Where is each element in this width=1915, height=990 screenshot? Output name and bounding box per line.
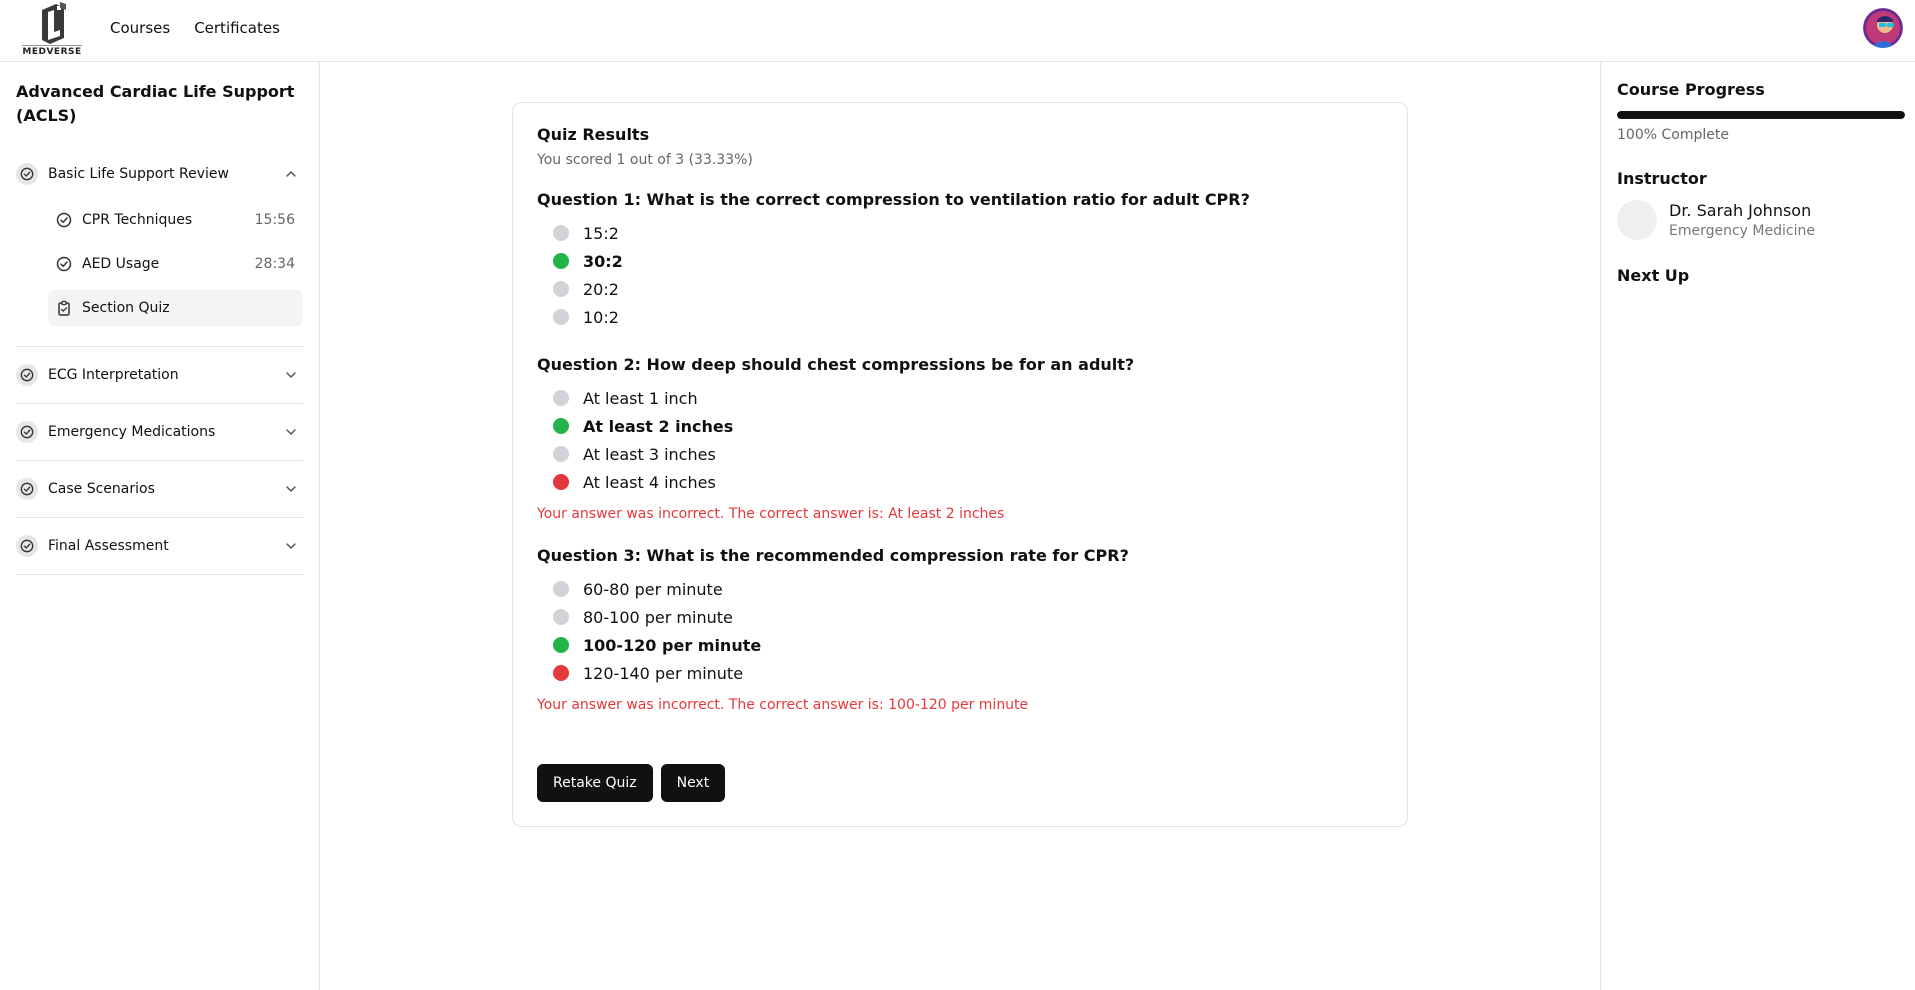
section-basic-life-support: [16, 146, 303, 347]
next-up-heading: Next Up: [1617, 266, 1690, 285]
answer-option-correct[interactable]: [537, 631, 1383, 659]
section-label: Final Assessment: [48, 538, 169, 554]
answer-option[interactable]: [537, 303, 1383, 331]
instructor-name: Dr. Sarah Johnson: [1669, 201, 1812, 220]
course-sidebar: [0, 62, 320, 990]
incorrect-feedback: Your answer was incorrect. The correct answer is: 100-120 per minute: [537, 697, 1029, 713]
neutral-dot-icon: [553, 581, 569, 597]
answer-option[interactable]: [537, 603, 1383, 631]
question-text: Question 2: How deep should chest compressions be for an adult?: [537, 355, 1135, 374]
answer-option[interactable]: [537, 275, 1383, 303]
option-label: 60-80 per minute: [583, 579, 723, 599]
option-label: 15:2: [583, 223, 619, 243]
check-circle-icon: [16, 364, 38, 386]
option-label: 120-140 per minute: [583, 663, 744, 683]
section-label: Emergency Medications: [48, 424, 216, 440]
wrong-dot-icon: [553, 665, 569, 681]
option-label: 100-120 per minute: [583, 635, 762, 655]
logo-icon: [36, 2, 70, 44]
user-avatar[interactable]: [1863, 8, 1903, 48]
progress-bar-fill: [1617, 111, 1905, 119]
neutral-dot-icon: [553, 446, 569, 462]
section-label: ECG Interpretation: [48, 367, 179, 383]
lesson-label: Section Quiz: [82, 300, 170, 316]
section-header[interactable]: [16, 404, 303, 460]
answer-option-wrong[interactable]: [537, 659, 1383, 687]
course-title: Advanced Cardiac Life Support (ACLS): [16, 82, 295, 125]
logo-text: MEDVERSE: [22, 47, 82, 57]
clipboard-icon: [56, 300, 72, 316]
section-header[interactable]: [16, 146, 303, 202]
nav-courses[interactable]: Courses: [110, 19, 171, 37]
quiz-actions: [537, 764, 725, 802]
neutral-dot-icon: [553, 609, 569, 625]
section-emergency-medications: [16, 404, 303, 461]
section-header[interactable]: [16, 461, 303, 517]
lesson-list: [16, 202, 303, 346]
correct-dot-icon: [553, 418, 569, 434]
incorrect-feedback: Your answer was incorrect. The correct answer is: At least 2 inches: [537, 506, 1005, 522]
chevron-down-icon: [283, 424, 299, 440]
instructor-role: Emergency Medicine: [1669, 223, 1815, 239]
correct-dot-icon: [553, 253, 569, 269]
section-header[interactable]: [16, 347, 303, 403]
answer-option[interactable]: [537, 440, 1383, 468]
progress-text: 100% Complete: [1617, 127, 1729, 143]
neutral-dot-icon: [553, 225, 569, 241]
option-label: 80-100 per minute: [583, 607, 733, 627]
section-label: Basic Life Support Review: [48, 166, 229, 182]
quiz-results-card: [512, 102, 1408, 827]
avatar-image: [1863, 8, 1903, 48]
progress-bar: [1617, 111, 1905, 119]
question-1: [537, 190, 1383, 331]
nav-certificates[interactable]: Certificates: [194, 19, 280, 37]
answer-option-correct[interactable]: [537, 247, 1383, 275]
option-label: 20:2: [583, 279, 619, 299]
course-info-panel: [1600, 62, 1915, 990]
answer-option[interactable]: [537, 384, 1383, 412]
answer-option-wrong[interactable]: [537, 468, 1383, 496]
answer-option-correct[interactable]: [537, 412, 1383, 440]
chevron-down-icon: [283, 538, 299, 554]
correct-dot-icon: [553, 637, 569, 653]
check-circle-icon: [56, 256, 72, 272]
option-label: At least 3 inches: [583, 444, 716, 464]
section-ecg-interpretation: [16, 347, 303, 404]
question-text: Question 1: What is the correct compression to ventilation ratio for adult CPR?: [537, 190, 1250, 209]
lesson-label: CPR Techniques: [82, 212, 193, 228]
instructor-heading: Instructor: [1617, 169, 1707, 188]
quiz-title: Quiz Results: [537, 125, 650, 144]
option-label: At least 2 inches: [583, 416, 734, 436]
check-circle-icon: [16, 421, 38, 443]
check-circle-icon: [16, 478, 38, 500]
check-circle-icon: [56, 212, 72, 228]
neutral-dot-icon: [553, 281, 569, 297]
lesson-duration: 15:56: [254, 212, 295, 228]
question-3: [537, 546, 1383, 713]
quiz-score: You scored 1 out of 3 (33.33%): [537, 152, 753, 168]
chevron-up-icon: [283, 166, 299, 182]
section-final-assessment: [16, 518, 303, 575]
check-circle-icon: [16, 535, 38, 557]
neutral-dot-icon: [553, 390, 569, 406]
lesson-section-quiz[interactable]: [48, 290, 303, 326]
progress-heading: Course Progress: [1617, 80, 1765, 99]
lesson-duration: 28:34: [254, 256, 295, 272]
retake-quiz-button[interactable]: Retake Quiz: [537, 764, 653, 802]
option-label: 10:2: [583, 307, 619, 327]
instructor-card: [1617, 200, 1899, 240]
answer-option[interactable]: [537, 219, 1383, 247]
lesson-label: AED Usage: [82, 256, 160, 272]
option-label: 30:2: [583, 251, 623, 271]
answer-option[interactable]: [537, 575, 1383, 603]
wrong-dot-icon: [553, 474, 569, 490]
check-circle-icon: [16, 163, 38, 185]
question-2: [537, 355, 1383, 522]
instructor-avatar: [1617, 200, 1657, 240]
question-text: Question 3: What is the recommended compression rate for CPR?: [537, 546, 1129, 565]
chevron-down-icon: [283, 367, 299, 383]
next-button[interactable]: Next: [661, 764, 726, 802]
option-label: At least 1 inch: [583, 388, 698, 408]
section-header[interactable]: [16, 518, 303, 574]
section-label: Case Scenarios: [48, 481, 155, 497]
lesson-aed-usage[interactable]: [48, 246, 303, 282]
top-header: [0, 0, 1915, 62]
neutral-dot-icon: [553, 309, 569, 325]
main-nav: [110, 19, 280, 37]
medverse-logo[interactable]: [22, 2, 82, 56]
option-label: At least 4 inches: [583, 472, 716, 492]
lesson-cpr-techniques[interactable]: [48, 202, 303, 238]
chevron-down-icon: [283, 481, 299, 497]
section-case-scenarios: [16, 461, 303, 518]
